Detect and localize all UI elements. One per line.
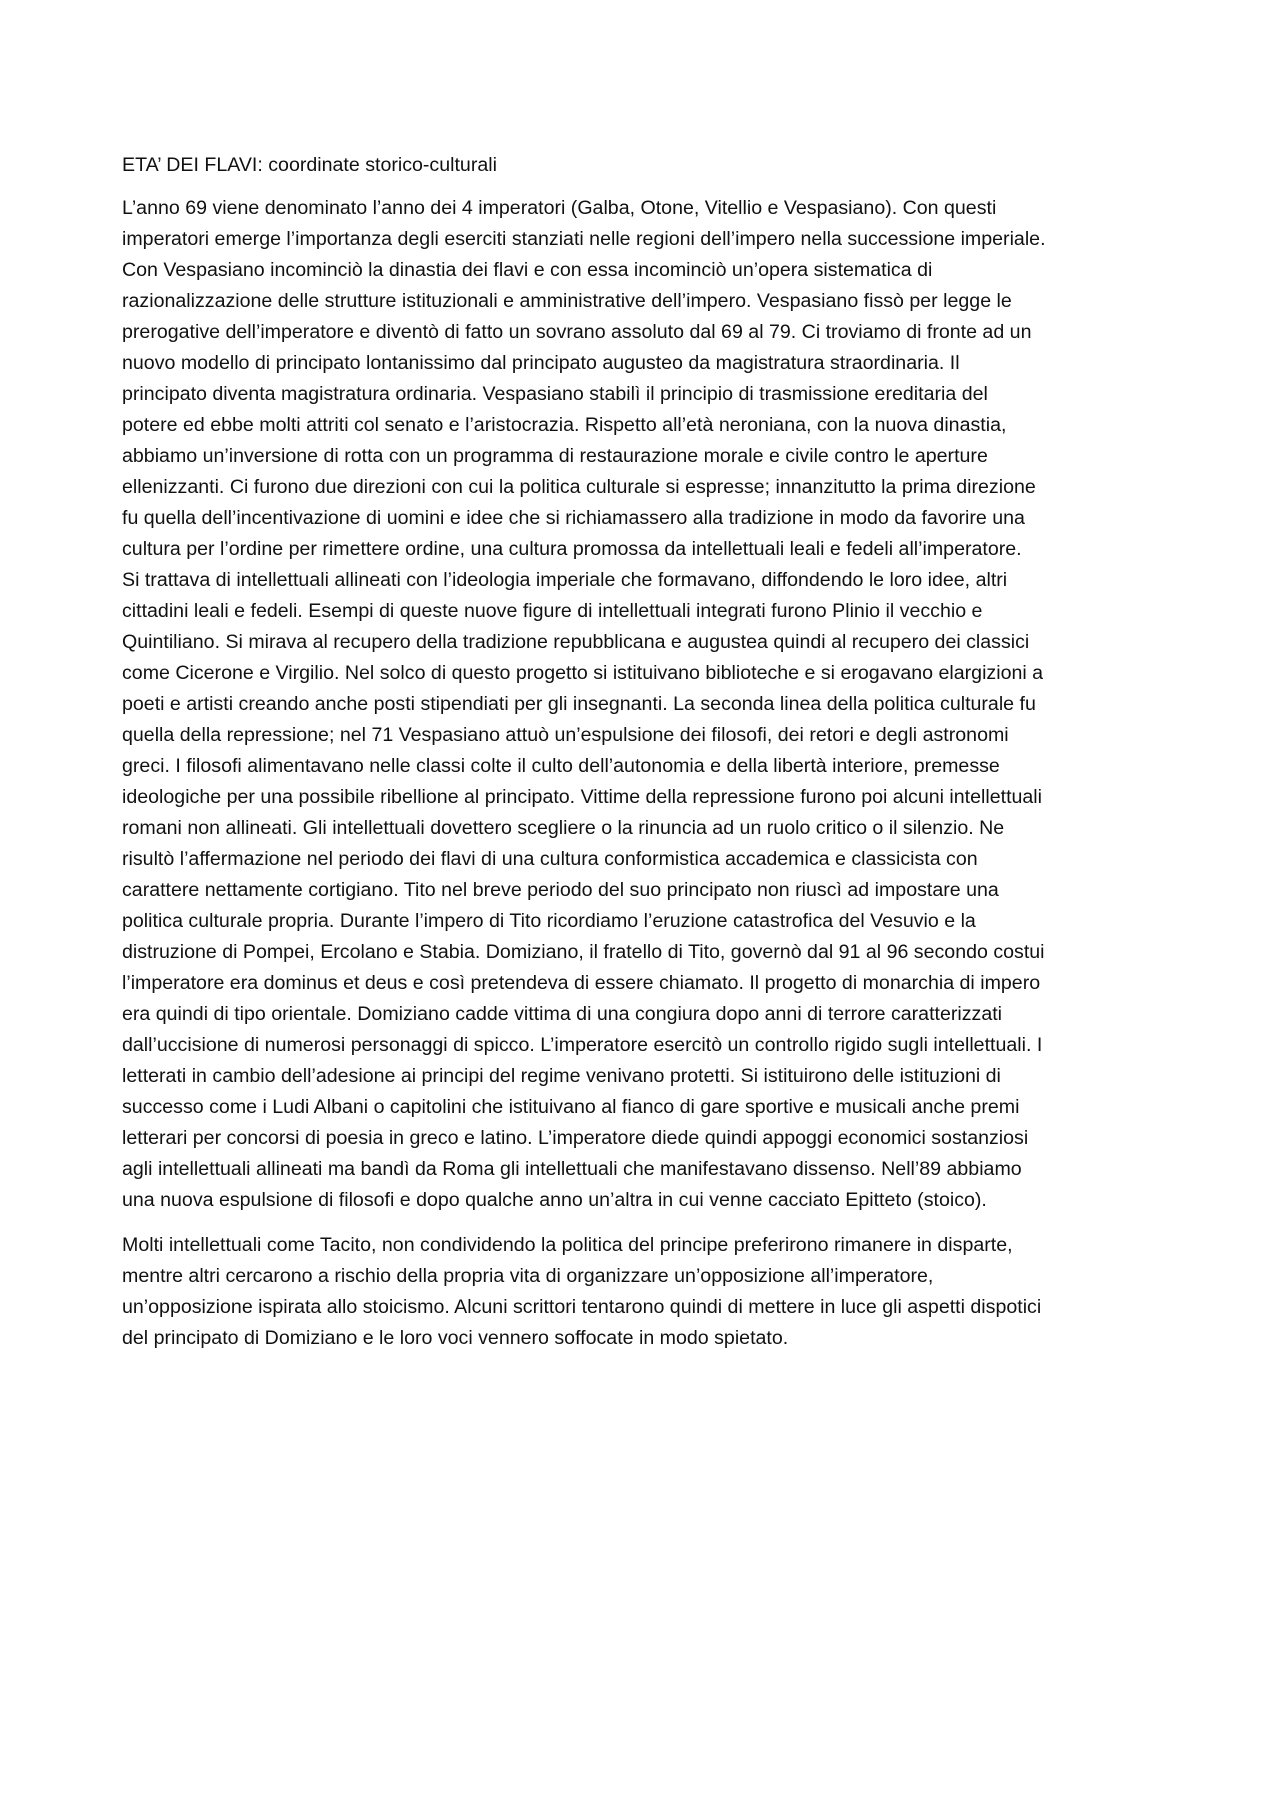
paragraph-line: potere ed ebbe molti attriti col senato e l’aristocrazia. Rispetto all’età neroniana, con la nuova dinastia, [122, 414, 1007, 436]
paragraph-line: nuovo modello di principato lontanissimo dal principato augusteo da magistratura straordinaria. Il [122, 352, 960, 374]
paragraph-line: fu quella dell’incentivazione di uomini e idee che si richiamassero alla tradizione in modo da favorire una [122, 507, 1025, 529]
paragraph-line: razionalizzazione delle strutture istituzionali e amministrative dell’impero. Vespasiano fissò per legge le [122, 290, 1012, 312]
paragraph-line: politica culturale propria. Durante l’impero di Tito ricordiamo l’eruzione catastrofica del Vesuvio e la [122, 910, 976, 932]
paragraph-line: mentre altri cercarono a rischio della propria vita di organizzare un’opposizione all’imperatore, [122, 1265, 934, 1287]
paragraph-line: dall’uccisione di numerosi personaggi di spicco. L’imperatore esercitò un controllo rigido sugli intellettuali. I [122, 1034, 1043, 1056]
paragraph-line: greci. I filosofi alimentavano nelle classi colte il culto dell’autonomia e della libertà interiore, premesse [122, 755, 1000, 777]
paragraph-line: l’imperatore era dominus et deus e così pretendeva di essere chiamato. Il progetto di monarchia di impero [122, 972, 1041, 994]
paragraph-line: letterati in cambio dell’adesione ai principi del regime venivano protetti. Si istituirono delle istituzioni di [122, 1065, 1001, 1087]
document-body [122, 150, 1162, 1368]
paragraph-line: Molti intellettuali come Tacito, non condividendo la politica del principe preferirono rimanere in disparte, [122, 1234, 1013, 1256]
paragraph-2 [122, 1230, 1162, 1354]
paragraph-line: Si trattava di intellettuali allineati con l’ideologia imperiale che formavano, diffondendo le loro idee, altri [122, 569, 1008, 591]
paragraph-line: L’anno 69 viene denominato l’anno dei 4 imperatori (Galba, Otone, Vitellio e Vespasiano). Con questi [122, 197, 997, 219]
paragraph-line: Quintiliano. Si mirava al recupero della tradizione repubblicana e augustea quindi al recupero dei classici [122, 631, 1030, 653]
paragraph-line: abbiamo un’inversione di rotta con un programma di restaurazione morale e civile contro le aperture [122, 445, 988, 467]
paragraph-line: un’opposizione ispirata allo stoicismo. Alcuni scrittori tentarono quindi di mettere in luce gli aspetti dispotici [122, 1296, 1042, 1318]
paragraph-line: imperatori emerge l’importanza degli eserciti stanziati nelle regioni dell’impero nella successione imperiale. [122, 228, 1046, 250]
paragraph-line: del principato di Domiziano e le loro voci vennero soffocate in modo spietato. [122, 1327, 789, 1349]
paragraph-line: una nuova espulsione di filosofi e dopo qualche anno un’altra in cui venne cacciato Epitteto (stoico). [122, 1189, 987, 1211]
paragraph-1 [122, 193, 1162, 1216]
paragraph-line: romani non allineati. Gli intellettuali dovettero scegliere o la rinuncia ad un ruolo critico o il silenzio. Ne [122, 817, 1005, 839]
paragraph-line: cittadini leali e fedeli. Esempi di queste nuove figure di intellettuali integrati furono Plinio il vecchio e [122, 600, 983, 622]
paragraph-line: poeti e artisti creando anche posti stipendiati per gli insegnanti. La seconda linea della politica culturale fu [122, 693, 1036, 715]
paragraph-line: agli intellettuali allineati ma bandì da Roma gli intellettuali che manifestavano dissenso. Nell’89 abbiamo [122, 1158, 1022, 1180]
paragraph-line: risultò l’affermazione nel periodo dei flavi di una cultura conformistica accademica e classicista con [122, 848, 978, 870]
paragraph-line: come Cicerone e Virgilio. Nel solco di questo progetto si istituivano biblioteche e si erogavano elargizioni a [122, 662, 1044, 684]
paragraph-line: prerogative dell’imperatore e diventò di fatto un sovrano assoluto dal 69 al 79. Ci troviamo di fronte ad un [122, 321, 1032, 343]
paragraph-line: cultura per l’ordine per rimettere ordine, una cultura promossa da intellettuali leali e fedeli all’imperatore. [122, 538, 1022, 560]
paragraph-line: Con Vespasiano incominciò la dinastia dei flavi e con essa incominciò un’opera sistematica di [122, 259, 933, 281]
paragraph-line: successo come i Ludi Albani o capitolini che istituivano al fianco di gare sportive e musicali anche premi [122, 1096, 1020, 1118]
paragraph-line: letterari per concorsi di poesia in greco e latino. L’imperatore diede quindi appoggi economici sostanziosi [122, 1127, 1029, 1149]
paragraph-line: distruzione di Pompei, Ercolano e Stabia. Domiziano, il fratello di Tito, governò dal 91 al 96 secondo costui [122, 941, 1045, 963]
paragraph-list [122, 193, 1162, 1354]
paragraph-line: ellenizzanti. Ci furono due direzioni con cui la politica culturale si espresse; innanzitutto la prima direzione [122, 476, 1036, 498]
paragraph-line: quella della repressione; nel 71 Vespasiano attuò un’espulsione dei filosofi, dei retori e degli astronomi [122, 724, 1009, 746]
document-title: ETA’ DEI FLAVI: coordinate storico-culturali [122, 154, 497, 176]
paragraph-line: carattere nettamente cortigiano. Tito nel breve periodo del suo principato non riuscì ad impostare una [122, 879, 999, 901]
paragraph-line: principato diventa magistratura ordinaria. Vespasiano stabilì il principio di trasmissione ereditaria del [122, 383, 988, 405]
paragraph-line: ideologiche per una possibile ribellione al principato. Vittime della repressione furono poi alcuni intellettuali [122, 786, 1043, 808]
paragraph-line: era quindi di tipo orientale. Domiziano cadde vittima di una congiura dopo anni di terrore caratterizzati [122, 1003, 1003, 1025]
